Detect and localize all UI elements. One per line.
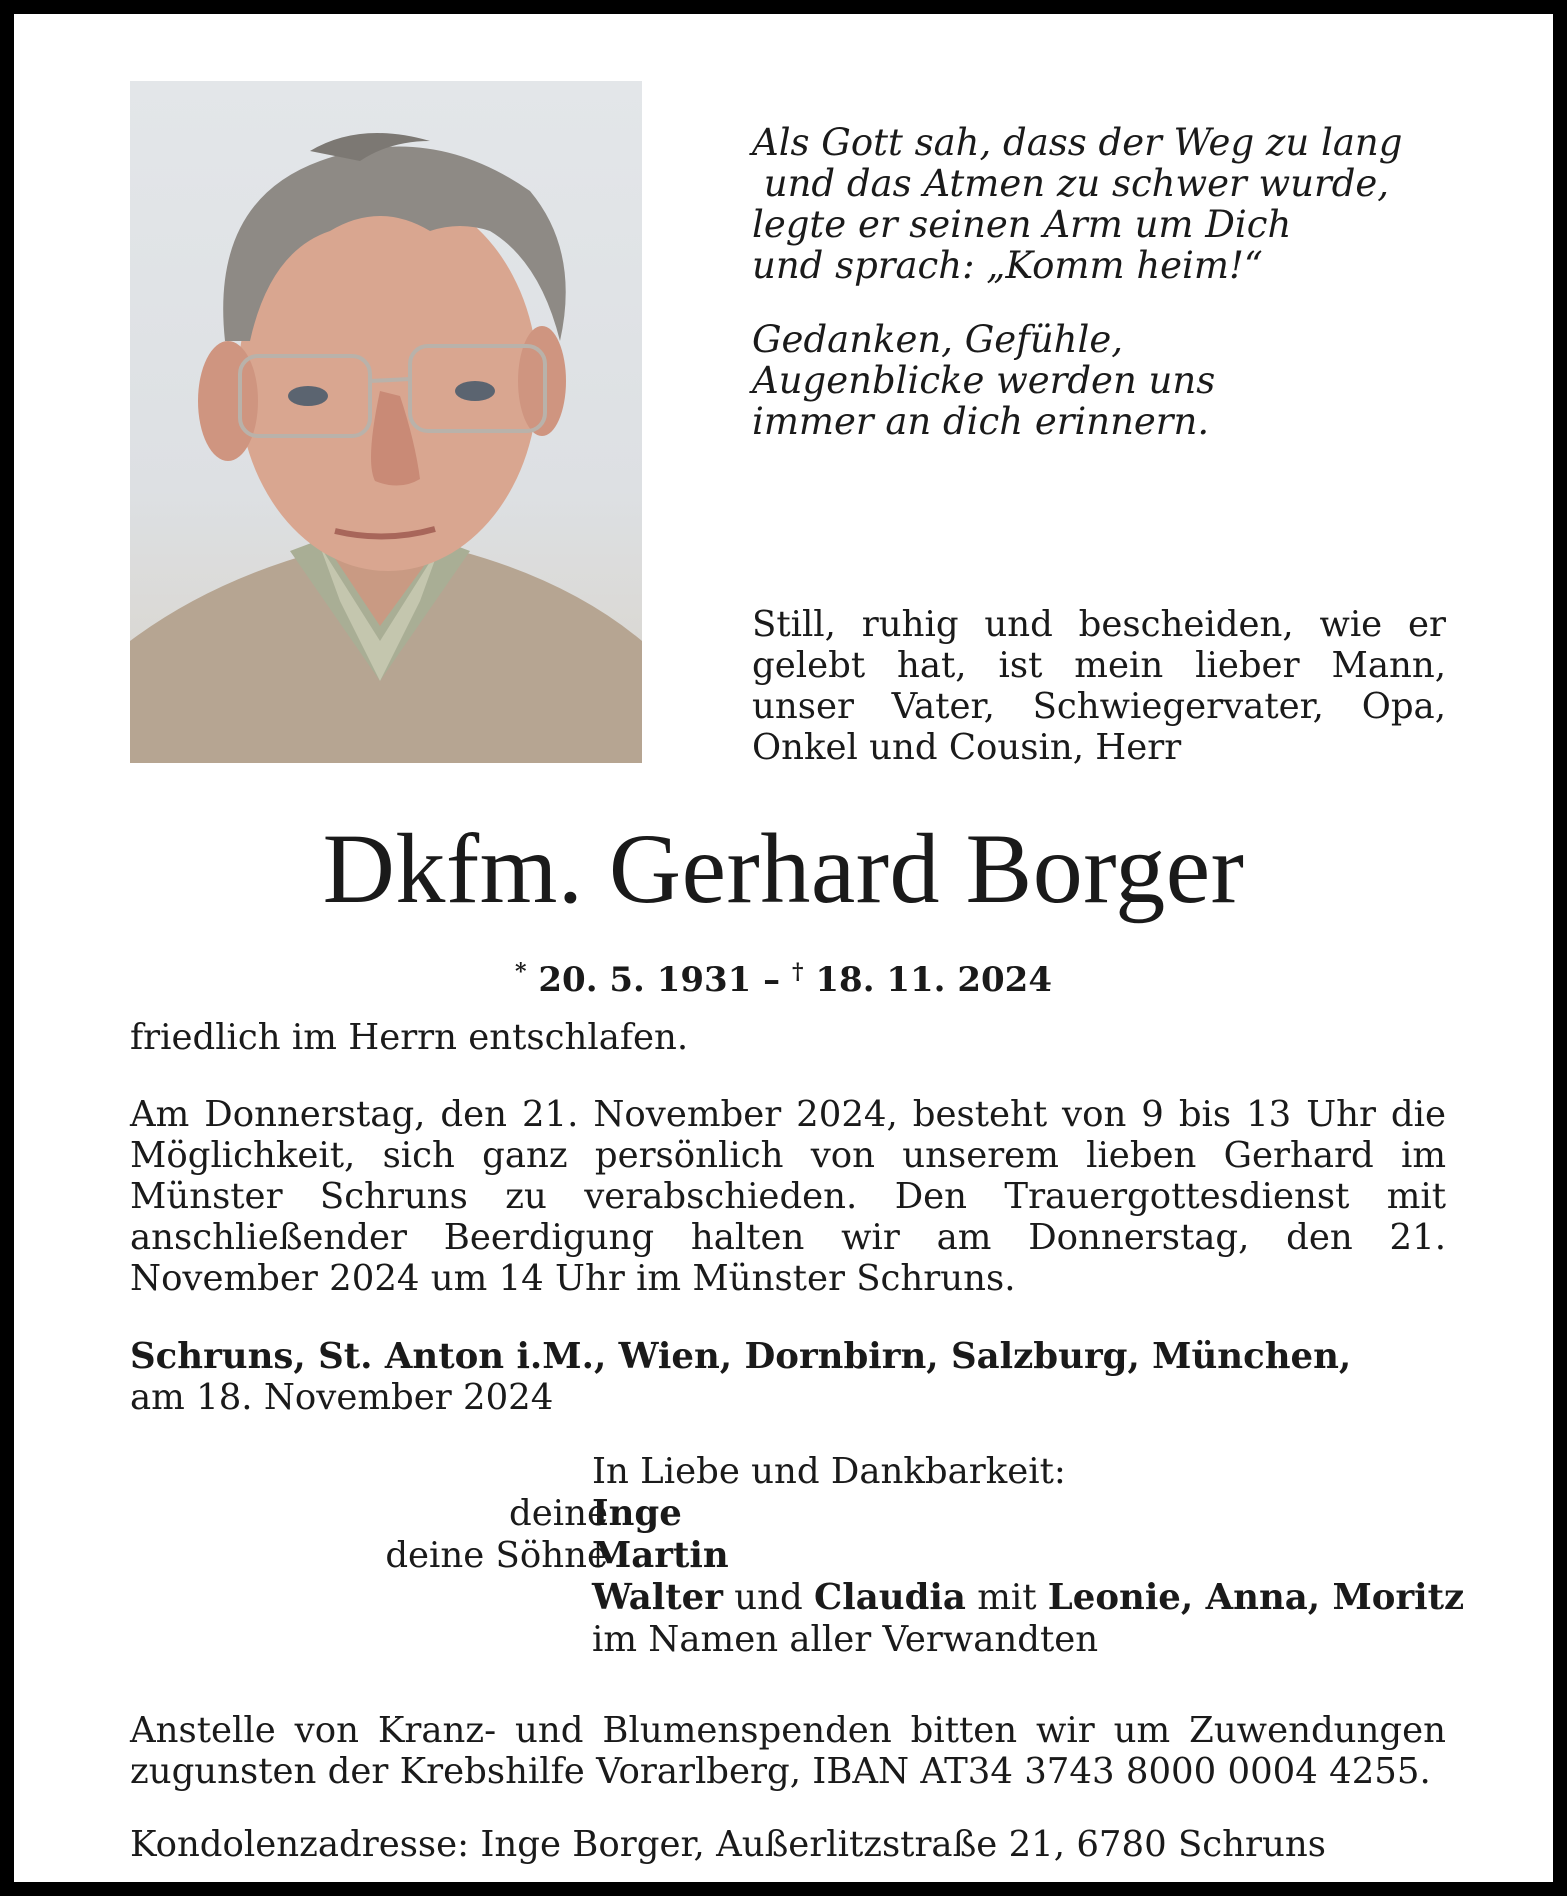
place-date: am 18. November 2024 (130, 1377, 554, 1418)
portrait-image-icon (130, 81, 642, 763)
donation-text: Anstelle von Kranz- und Blumenspenden bitten wir um Zuwendungen zugunsten der Krebshilfe Vorarlberg, IBAN AT34 3743 8000 0004 4255. (130, 1710, 1446, 1792)
family-line (592, 1577, 1464, 1618)
obituary-page (14, 14, 1553, 1882)
wife-label: deine (509, 1493, 608, 1534)
birth-date: 20. 5. 1931 (538, 960, 752, 1000)
relatives-line: im Namen aller Verwandten (592, 1619, 1099, 1660)
poem-line: immer an dich erinnern. (752, 400, 1210, 443)
portrait-photo (130, 81, 642, 763)
intro-text: Still, ruhig und bescheiden, wie er gelebt hat, ist mein lieber Mann, unser Vater, Schwiegervater, Opa, Onkel und Cousin, Herr (752, 604, 1446, 768)
poem-stanza-1 (752, 121, 1403, 287)
poem-stanza-2 (752, 319, 1312, 442)
mourners-block (130, 1451, 1465, 1661)
conjunction: und (734, 1577, 803, 1618)
poem-line: legte er seinen Arm um Dich (752, 203, 1292, 246)
grandchildren-names: Leonie, Anna, Moritz (1047, 1577, 1465, 1618)
condolence-address: Kondolenzadresse: Inge Borger, Außerlitzstraße 21, 6780 Schruns (130, 1824, 1326, 1865)
poem (752, 121, 1403, 443)
funeral-details: Am Donnerstag, den 21. November 2024, besteht von 9 bis 13 Uhr die Möglichkeit, sich ganz persönlich von unserem lieben Gerhard im Münster Schruns zu verabschieden. Den Trauergottesdienst mit anschließender Beerdigung halten wir am Donnerstag, den 21. November 2024 um 14 Uhr im Münster Schruns. (130, 1094, 1446, 1299)
sons-label: deine Söhne (385, 1535, 608, 1576)
conjunction: mit (977, 1577, 1037, 1618)
birth-symbol: * (515, 959, 527, 985)
death-symbol: † (792, 959, 804, 985)
date-separator: – (763, 960, 781, 1000)
life-dates (14, 952, 1553, 1000)
partner-name: Claudia (814, 1577, 966, 1618)
places-block (130, 1336, 1446, 1418)
deceased-name: Dkfm. Gerhard Borger (322, 813, 1245, 924)
signoff-heading: In Liebe und Dankbarkeit: (592, 1451, 1066, 1492)
son-name: Martin (592, 1535, 729, 1576)
poem-line: Als Gott sah, dass der Weg zu lang (752, 121, 1403, 164)
wife-name: Inge (592, 1493, 682, 1534)
poem-line: Gedanken, Gefühle, (752, 318, 1123, 361)
passing-text: friedlich im Herrn entschlafen. (130, 1017, 689, 1058)
poem-line: Augenblicke werden uns (752, 359, 1216, 402)
poem-line: und sprach: „Komm heim!“ (752, 244, 1263, 287)
poem-line: und das Atmen zu schwer wurde, (752, 162, 1390, 205)
son-name: Walter (592, 1577, 723, 1618)
death-date: 18. 11. 2024 (815, 960, 1052, 1000)
places-list: Schruns, St. Anton i.M., Wien, Dornbirn, Salzburg, München, (130, 1336, 1352, 1377)
